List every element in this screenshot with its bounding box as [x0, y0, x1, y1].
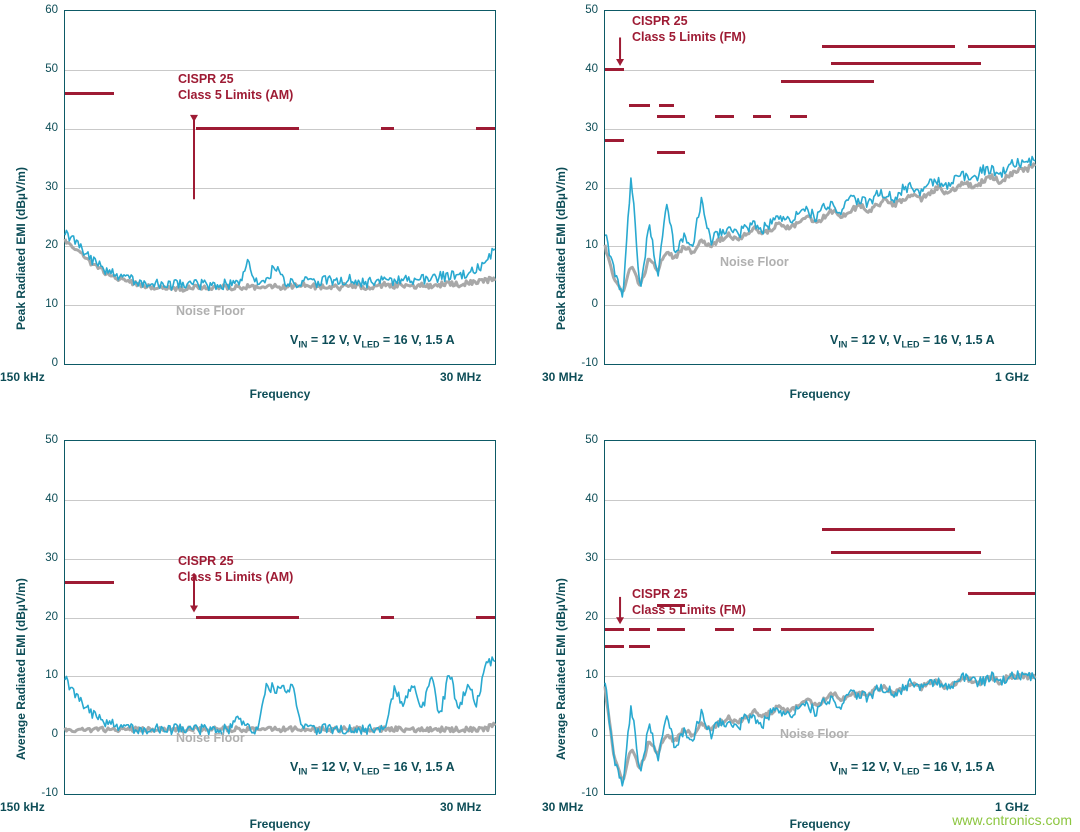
annotation-arrow: [65, 11, 495, 364]
annotation-cispr-tr: [632, 14, 746, 45]
y-tick-label: 20: [585, 610, 598, 623]
x-start-br: 30 MHz: [542, 800, 584, 814]
cond-sub2-br: LED: [901, 766, 920, 777]
conditions-tl: [290, 333, 455, 350]
noise-floor-label-br: Noise Floor: [780, 727, 849, 741]
annotation-line1-bl: CISPR 25: [178, 554, 234, 568]
cond-pre-tl: V: [290, 333, 299, 347]
cond-sub1-br: IN: [838, 766, 848, 777]
cond-pre-tr: V: [830, 333, 839, 347]
y-tick-label: 40: [45, 492, 58, 505]
annotation-line2-tl: Class 5 Limits (AM): [178, 87, 294, 102]
y-tick-label: 20: [45, 239, 58, 252]
panel-bottom-right: [540, 415, 1080, 832]
watermark: www.cntronics.com: [952, 812, 1072, 828]
cond-post-tl: = 16 V, 1.5 A: [379, 333, 455, 347]
x-axis-label-br: Frequency: [789, 817, 851, 831]
annotation-cispr-tl: [178, 72, 293, 103]
x-axis-label-bl: Frequency: [249, 817, 311, 831]
y-tick-label: 20: [585, 180, 598, 193]
y-tick-label: -10: [41, 787, 58, 799]
y-axis-label-br: Average Radiated EMI (dBµV/m): [554, 578, 568, 760]
y-tick-label: 50: [585, 4, 598, 16]
noise-floor-label-bl: Noise Floor: [176, 731, 245, 745]
y-tick-label: 0: [591, 728, 598, 741]
conditions-br: [830, 760, 995, 777]
x-start-bl: 150 kHz: [0, 800, 45, 814]
noise-floor-label-tr: Noise Floor: [720, 255, 789, 269]
y-tick-label: 60: [45, 4, 58, 16]
y-tick-label: 40: [585, 492, 598, 505]
annotation-line2-bl: Class 5 Limits (AM): [178, 569, 294, 584]
y-tick-label: 30: [45, 551, 58, 564]
y-tick-label: 30: [585, 121, 598, 134]
cond-pre-bl: V: [290, 760, 299, 774]
y-tick-label: 50: [45, 62, 58, 75]
y-tick-label: -10: [581, 787, 598, 799]
y-tick-label: 10: [45, 669, 58, 682]
x-start-tr: 30 MHz: [542, 370, 584, 384]
cond-post-br: = 16 V, 1.5 A: [919, 760, 995, 774]
plot-area-bl: [64, 440, 496, 795]
y-tick-label: 0: [51, 728, 58, 741]
cond-mid-tr: = 12 V, V: [847, 333, 902, 347]
y-tick-label: 20: [45, 610, 58, 623]
y-tick-label: 50: [45, 434, 58, 446]
cond-post-bl: = 16 V, 1.5 A: [379, 760, 455, 774]
annotation-line2-br: Class 5 Limits (FM): [632, 602, 746, 617]
x-end-br: 1 GHz: [995, 800, 1030, 814]
annotation-line2-tr: Class 5 Limits (FM): [632, 29, 746, 44]
y-tick-label: 30: [45, 180, 58, 193]
noise-floor-label-tl: Noise Floor: [176, 304, 245, 318]
y-tick-label: -10: [581, 357, 598, 369]
x-axis-label-tr: Frequency: [789, 387, 851, 401]
annotation-cispr-bl: [178, 554, 293, 585]
cond-post-tr: = 16 V, 1.5 A: [919, 333, 995, 347]
plot-area-tr: [604, 10, 1036, 365]
x-start-tl: 150 kHz: [0, 370, 45, 384]
annotation-line1-br: CISPR 25: [632, 587, 688, 601]
panel-top-left: [0, 0, 540, 410]
cond-sub2-bl: LED: [361, 766, 380, 777]
y-tick-label: 10: [585, 239, 598, 252]
cond-sub1-bl: IN: [298, 766, 308, 777]
cond-mid-br: = 12 V, V: [847, 760, 902, 774]
panel-top-right: [540, 0, 1080, 410]
panel-bottom-left: [0, 415, 540, 832]
annotation-line1-tl: CISPR 25: [178, 72, 234, 86]
y-tick-label: 10: [45, 298, 58, 311]
y-axis-label-tl: Peak Radiated EMI (dBµV/m): [14, 167, 28, 330]
x-end-bl: 30 MHz: [440, 800, 482, 814]
cond-sub1-tr: IN: [838, 339, 848, 350]
x-end-tl: 30 MHz: [440, 370, 482, 384]
annotation-arrow: [605, 11, 1035, 364]
y-tick-label: 10: [585, 669, 598, 682]
plot-area-tl: [64, 10, 496, 365]
cond-pre-br: V: [830, 760, 839, 774]
y-tick-label: 0: [591, 298, 598, 311]
annotation-cispr-br: [632, 587, 746, 618]
x-end-tr: 1 GHz: [995, 370, 1030, 384]
y-tick-label: 50: [585, 434, 598, 446]
cond-mid-bl: = 12 V, V: [307, 760, 362, 774]
cond-sub2-tl: LED: [361, 339, 380, 350]
annotation-line1-tr: CISPR 25: [632, 14, 688, 28]
y-axis-label-bl: Average Radiated EMI (dBµV/m): [14, 578, 28, 760]
y-tick-label: 40: [45, 121, 58, 134]
conditions-bl: [290, 760, 455, 777]
y-tick-label: 30: [585, 551, 598, 564]
y-axis-label-tr: Peak Radiated EMI (dBµV/m): [554, 167, 568, 330]
y-tick-label: 40: [585, 62, 598, 75]
cond-sub2-tr: LED: [901, 339, 920, 350]
cond-mid-tl: = 12 V, V: [307, 333, 362, 347]
y-tick-label: 0: [51, 357, 58, 369]
annotation-arrow: [65, 441, 495, 794]
cond-sub1-tl: IN: [298, 339, 308, 350]
conditions-tr: [830, 333, 995, 350]
x-axis-label-tl: Frequency: [249, 387, 311, 401]
